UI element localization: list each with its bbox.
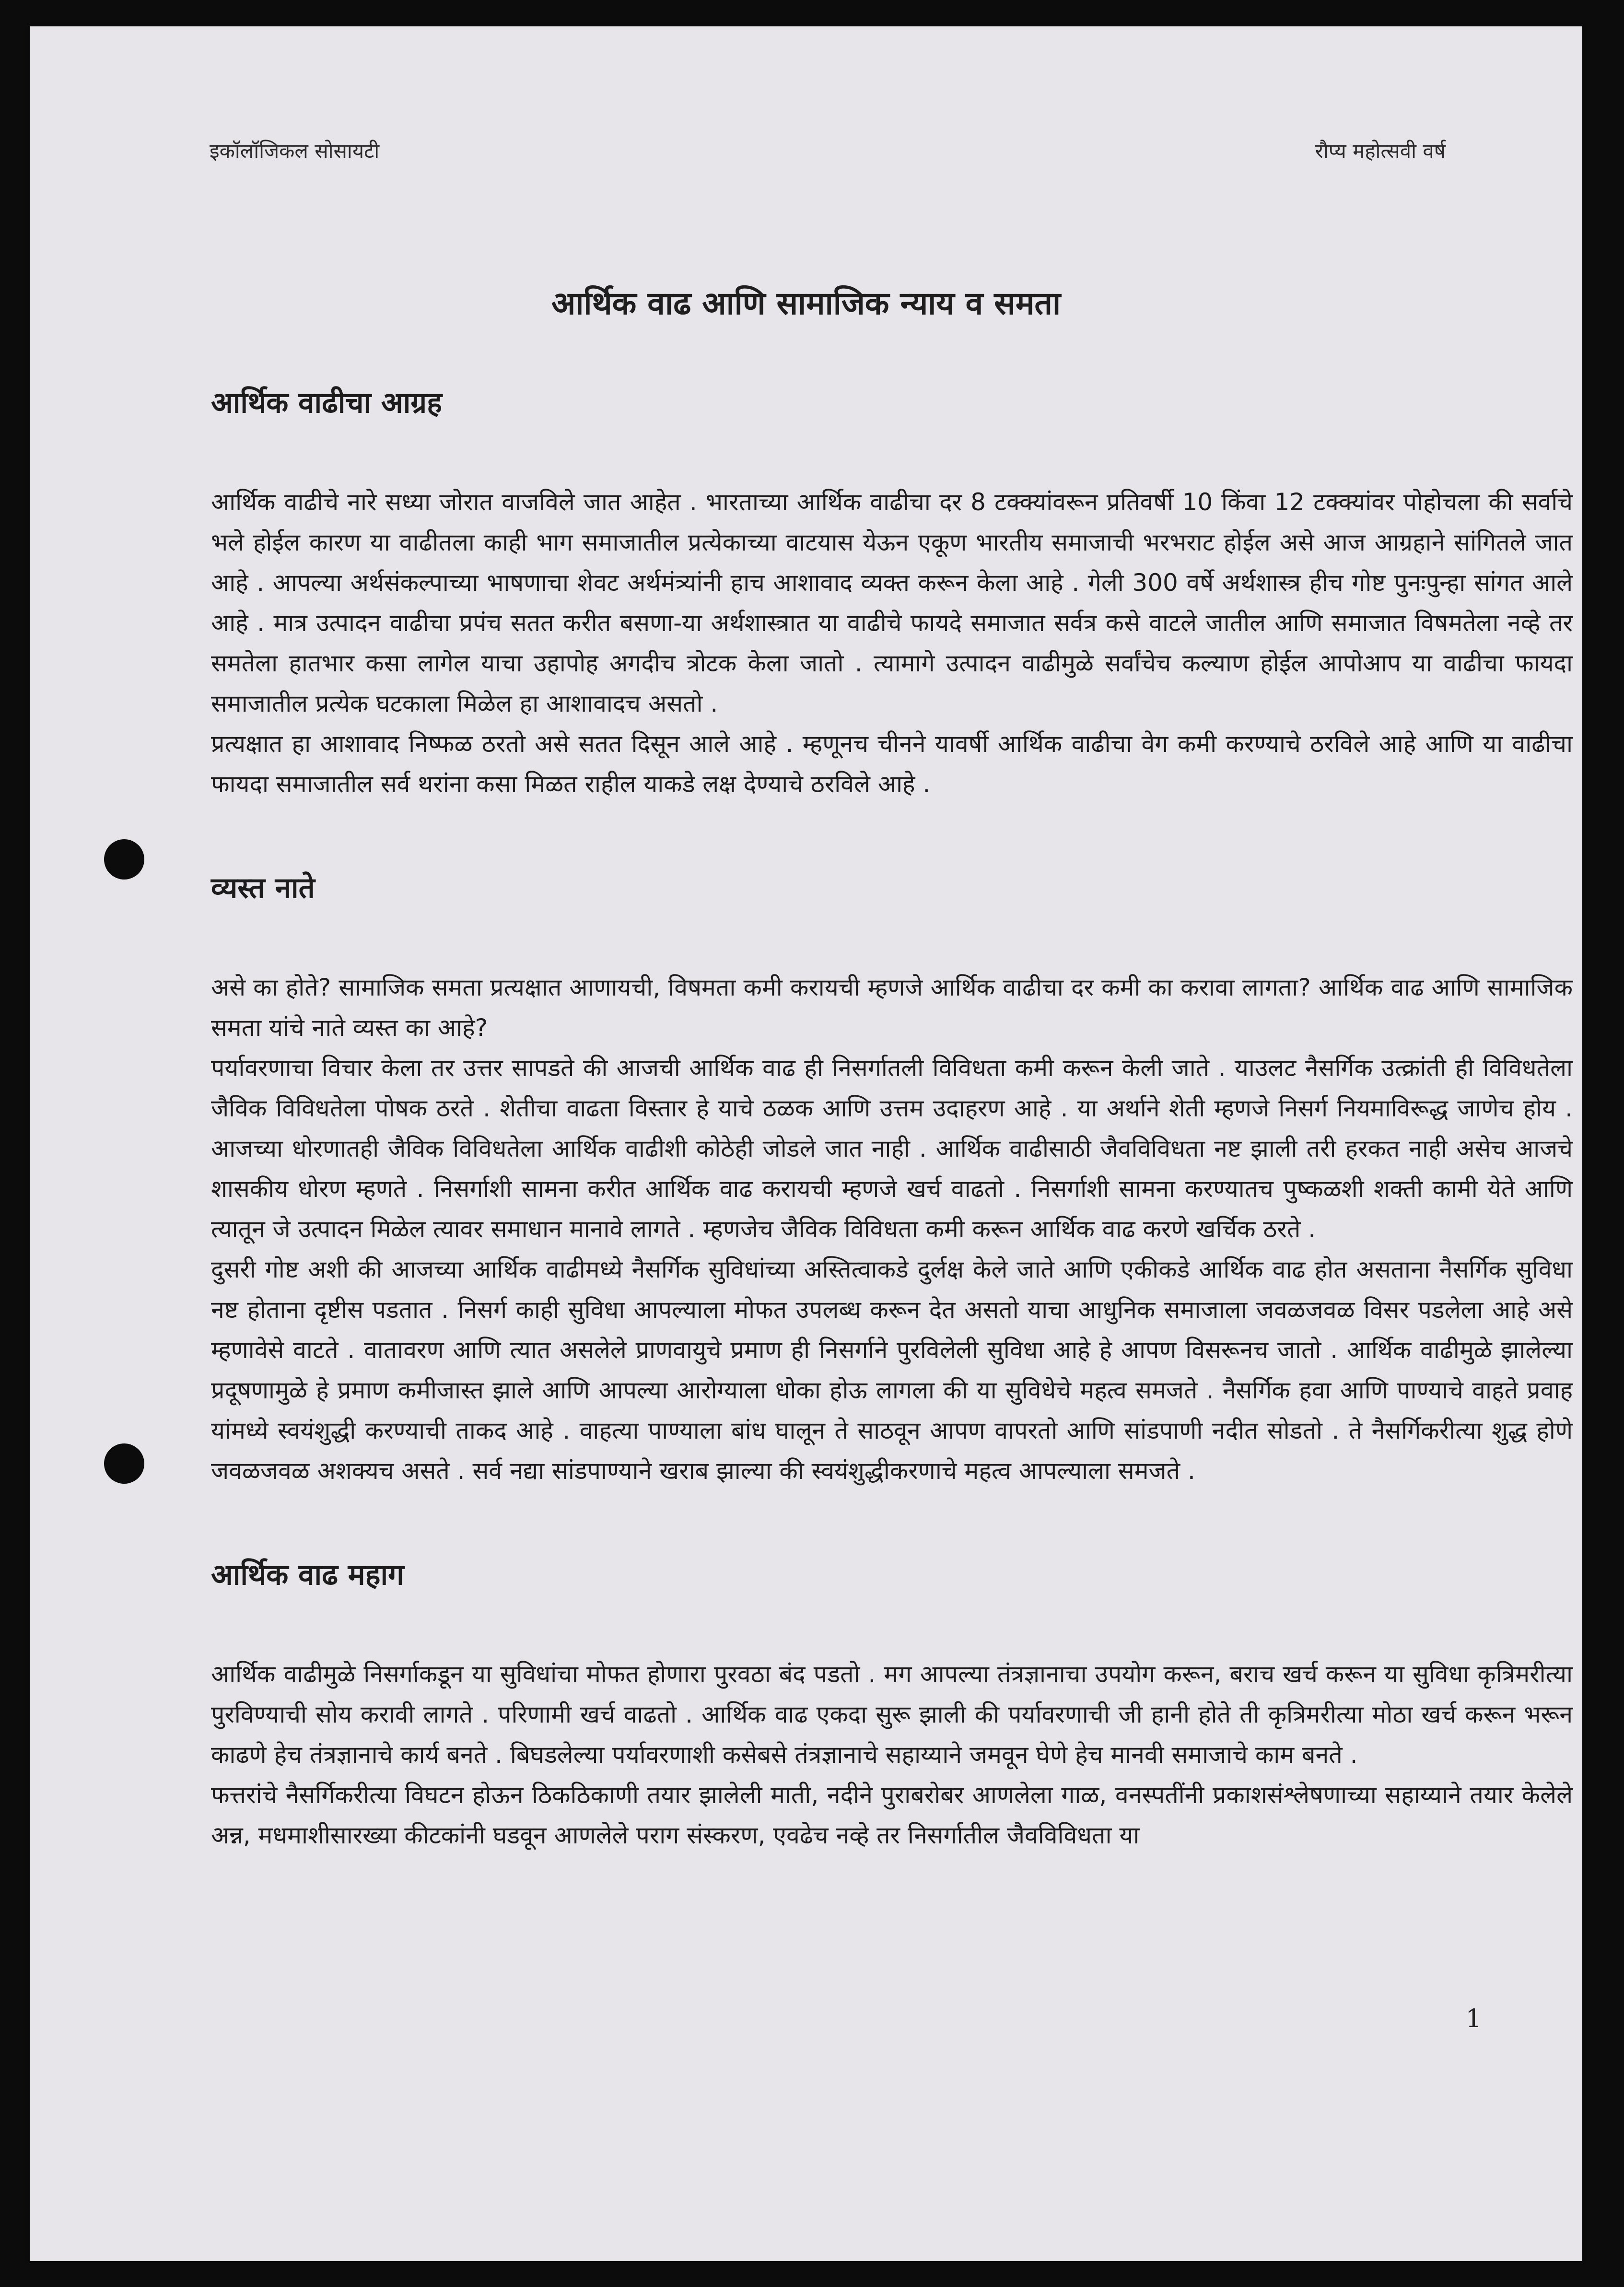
section-heading: आर्थिक वाढ महाग [211, 1558, 404, 1592]
section [211, 381, 1573, 804]
paragraph: फत्तरांचे नैसर्गिकरीत्या विघटन होऊन ठिकठिकाणी तयार झालेली माती, नदीने पुराबरोबर आणलेला गाळ, वनस्पतींनी प्रकाशसंश्लेषणाच्या सहाय्याने तयार केलेले अन्न, मधमाशीसारख्या कीटकांनी घडवून आणलेले पराग संस्करण, एवढेच नव्हे तर निसर्गातील जैवविविधता या [211, 1781, 1573, 1849]
header-anniversary: रौप्य महोत्सवी वर्ष [1315, 139, 1446, 163]
punch-hole [104, 839, 144, 880]
document-body [211, 381, 1573, 1855]
header-organization: इकॉलॉजिकल सोसायटी [210, 139, 380, 163]
paragraph: आर्थिक वाढीमुळे निसर्गाकडून या सुविधांचा मोफत होणारा पुरवठा बंद पडतो . मग आपल्या तंत्रज्ञानाचा उपयोग करून, बराच खर्च करून या सुविधा कृत्रिमरीत्या पुरविण्याची सोय करावी लागते . परिणामी खर्च वाढतो . आर्थिक वाढ एकदा सुरू झाली की पर्यावरणाची जी हानी होते ती कृत्रिमरीत्या मोठा खर्च करून भरून काढणे हेच तंत्रज्ञानाचे कार्य बनते . बिघडलेल्या पर्यावरणाशी कसेबसे तंत्रज्ञानाचे सहाय्याने जमवून घेणे हेच मानवी समाजाचे काम बनते . [211, 1660, 1573, 1769]
paragraph: पर्यावरणाचा विचार केला तर उत्तर सापडते की आजची आर्थिक वाढ ही निसर्गातली विविधता कमी करून केली जाते . याउलट नैसर्गिक उत्क्रांती ही विविधतेला जैविक विविधतेला पोषक ठरते . शेतीचा वाढता विस्तार हे याचे ठळक आणि उत्तम उदाहरण आहे . या अर्थाने शेती म्हणजे निसर्ग नियमाविरूद्ध जाणेच होय . आजच्या धोरणातही जैविक विविधतेला आर्थिक वाढीशी कोठेही जोडले जात नाही . आर्थिक वाढीसाठी जैवविविधता नष्ट झाली तरी हरकत नाही असेच आजचे शासकीय धोरण म्हणते . निसर्गाशी सामना करीत आर्थिक वाढ करायची म्हणजे खर्च वाढतो . निसर्गाशी सामना करण्यातच पुष्कळशी शक्ती कामी येते आणि त्यातून जे उत्पादन मिळेल त्यावर समाधान मानावे लागते . म्हणजेच जैविक विविधता कमी करून आर्थिक वाढ करणे खर्चिक ठरते . [211, 1054, 1573, 1243]
section-heading: व्यस्त नाते [211, 871, 315, 905]
page-number: 1 [1465, 2005, 1482, 2033]
paragraph: आर्थिक वाढीचे नारे सध्या जोरात वाजविले जात आहेत . भारताच्या आर्थिक वाढीचा दर 8 टक्क्यांवरून प्रतिवर्षी 10 किंवा 12 टक्क्यांवर पोहोचला की सर्वाचे भले होईल कारण या वाढीतला काही भाग समाजातील प्रत्येकाच्या वाटयास येऊन एकूण भारतीय समाजाची भरभराट होईल असे आज आग्रहाने सांगितले जात आहे . आपल्या अर्थसंकल्पाच्या भाषणाचा शेवट अर्थमंत्र्यांनी हाच आशावाद व्यक्त करून केला आहे . गेली 300 वर्षे अर्थशास्त्र हीच गोष्ट पुनःपुन्हा सांगत आले आहे . मात्र उत्पादन वाढीचा प्रपंच सतत करीत बसणा-या अर्थशास्त्रात या वाढीचे फायदे समाजात सर्वत्र कसे वाटले जातील आणि समाजात विषमतेला नव्हे तर समतेला हातभार कसा लागेल याचा उहापोह अगदीच त्रोटक केला जातो . त्यामागे उत्पादन वाढीमुळे सर्वांचेच कल्याण होईल आपोआप या वाढीचा फायदा समाजातील प्रत्येक घटकाला मिळेल हा आशावादच असतो . [211, 488, 1573, 717]
paragraph: प्रत्यक्षात हा आशावाद निष्फळ ठरतो असे सतत दिसून आले आहे . म्हणूनच चीनने यावर्षी आर्थिक वाढीचा वेग कमी करण्याचे ठरविले आहे आणि या वाढीचा फायदा समाजातील सर्व थरांना कसा मिळत राहील याकडे लक्ष देण्याचे ठरविले आहे . [211, 730, 1573, 798]
section [211, 867, 1573, 1491]
document-page [30, 26, 1582, 2261]
document-title: आर्थिक वाढ आणि सामाजिक न्याय व समता [551, 285, 1061, 322]
section-heading: आर्थिक वाढीचा आग्रह [211, 386, 442, 420]
section [211, 1553, 1573, 1855]
paragraph: दुसरी गोष्ट अशी की आजच्या आर्थिक वाढीमध्ये नैसर्गिक सुविधांच्या अस्तित्वाकडे दुर्लक्ष केले जाते आणि एकीकडे आर्थिक वाढ होत असताना नैसर्गिक सुविधा नष्ट होताना दृष्टीस पडतात . निसर्ग काही सुविधा आपल्याला मोफत उपलब्ध करून देत असतो याचा आधुनिक समाजाला जवळजवळ विसर पडलेला आहे असे म्हणावेसे वाटते . वातावरण आणि त्यात असलेले प्राणवायुचे प्रमाण ही निसर्गाने पुरविलेली सुविधा आहे हे आपण विसरूनच जातो . आर्थिक वाढीमुळे झालेल्या प्रदूषणामुळे हे प्रमाण कमीजास्त झाले आणि आपल्या आरोग्याला धोका होऊ लागला की या सुविधेचे महत्व समजते . नैसर्गिक हवा आणि पाण्याचे वाहते प्रवाह यांमध्ये स्वयंशुद्धी करण्याची ताकद आहे . वाहत्या पाण्याला बांध घालून ते साठवून आपण वापरतो आणि सांडपाणी नदीत सोडतो . ते नैसर्गिकरीत्या शुद्ध होणे जवळजवळ अशक्यच असते . सर्व नद्या सांडपाण्याने खराब झाल्या की स्वयंशुद्धीकरणाचे महत्व आपल्याला समजते . [211, 1255, 1573, 1485]
paragraph: असे का होते? सामाजिक समता प्रत्यक्षात आणायची, विषमता कमी करायची म्हणजे आर्थिक वाढीचा दर कमी का करावा लागता? आर्थिक वाढ आणि सामाजिक समता यांचे नाते व्यस्त का आहे? [211, 973, 1573, 1042]
punch-hole [104, 1443, 144, 1484]
